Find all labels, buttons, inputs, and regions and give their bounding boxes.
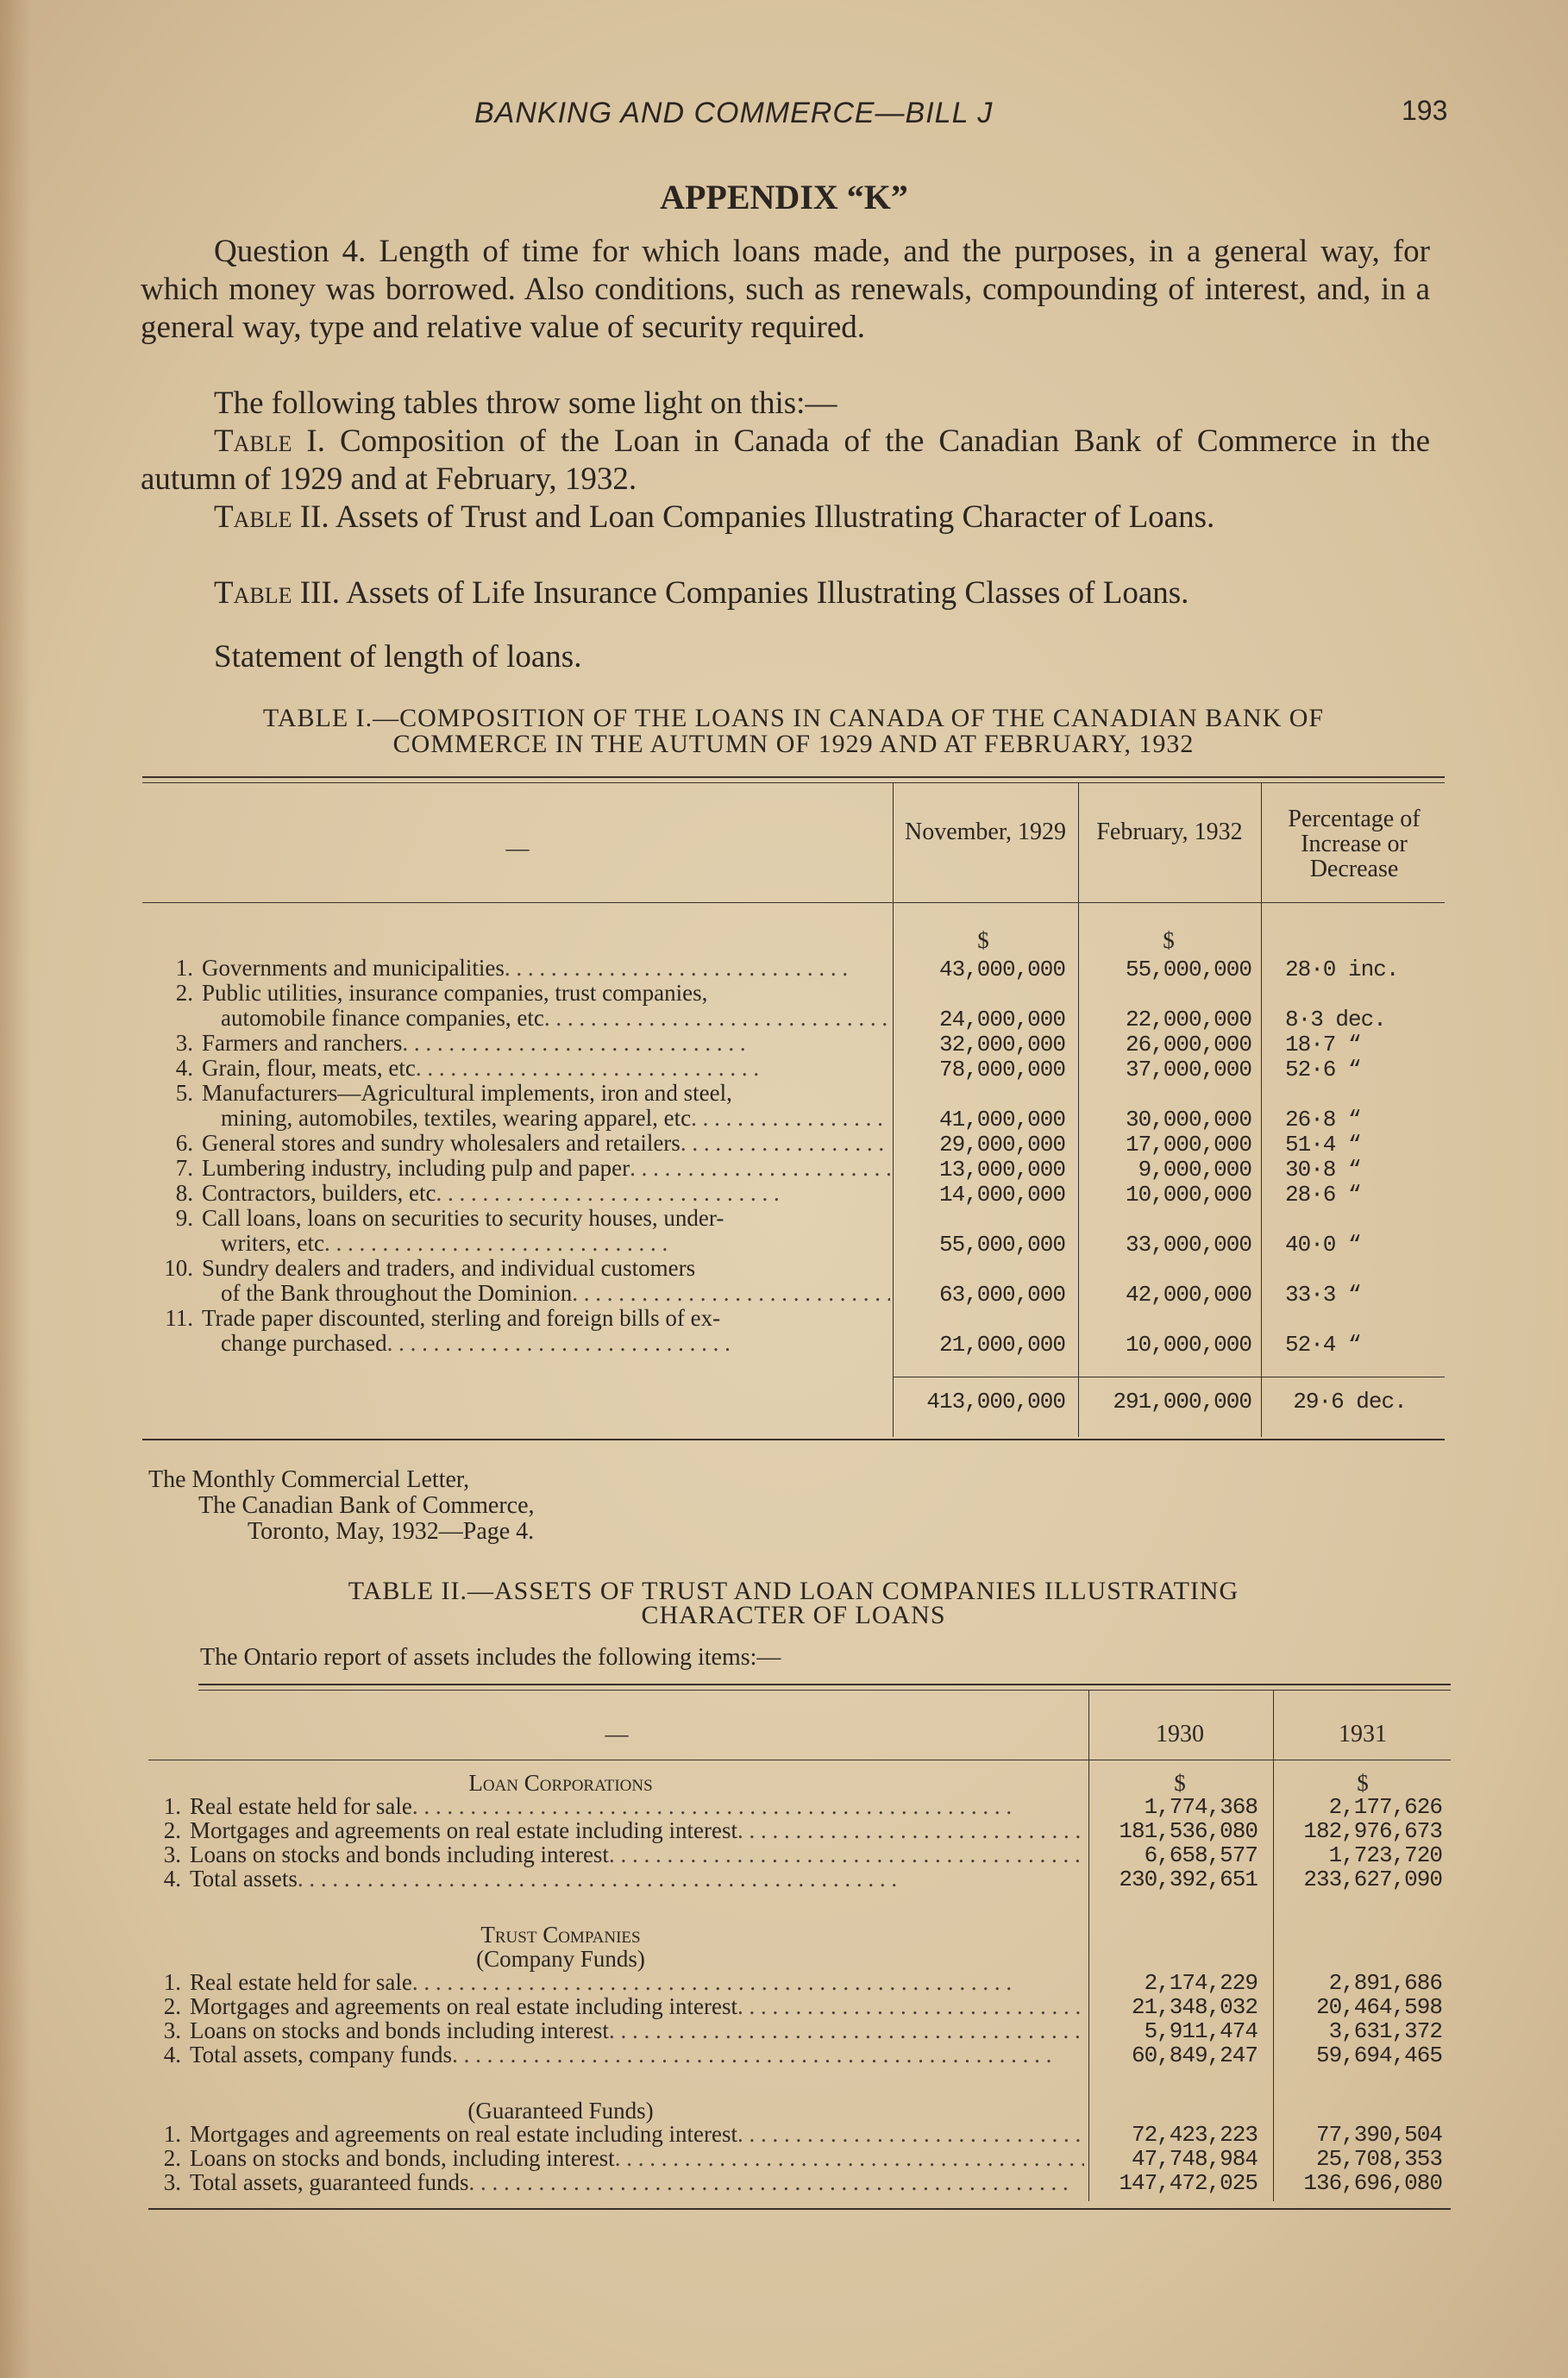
table1-pct-value: 18·7 “	[1285, 1032, 1361, 1057]
table2-row-label	[148, 2122, 1084, 2147]
row-text: Grain, flour, meats, etc	[202, 1056, 416, 1081]
source-line1: The Monthly Commercial Letter,	[148, 1466, 470, 1493]
page-number: 193	[1402, 95, 1448, 126]
row-text: change purchased	[221, 1331, 387, 1356]
row-text: Real estate held for sale	[190, 1794, 412, 1819]
table1-row-label	[221, 1331, 890, 1356]
row-number: 4.	[163, 2042, 181, 2067]
table2-1931-value: 1,723,720	[1328, 1842, 1442, 1868]
table2-row-label	[148, 1970, 1084, 1995]
table2-section-subheading: (Guaranteed Funds)	[467, 2098, 654, 2124]
dot-leader	[469, 2170, 1073, 2195]
table1-pct-value: 33·3 “	[1285, 1282, 1361, 1308]
row-number: 9.	[175, 1206, 193, 1231]
row-text: Trade paper discounted, sterling and foreign bills of ex-	[202, 1306, 721, 1331]
table2-col-divider-1	[1088, 1691, 1089, 2201]
item-label: Table II.	[214, 499, 329, 535]
table1-pct-value: 8·3 dec.	[1285, 1007, 1386, 1032]
page-edge-shadow	[0, 0, 31, 2378]
table2-1930-value: 147,472,025	[1119, 2170, 1258, 2196]
row-number: 1.	[175, 956, 193, 981]
table2-col1-header: 1930	[1156, 1721, 1204, 1747]
table1-header-rule	[142, 902, 1445, 903]
row-text: Public utilities, insurance companies, trust companies,	[202, 981, 708, 1006]
table1-feb-value: 10,000,000	[1125, 1332, 1251, 1358]
row-number: 3.	[163, 2018, 181, 2043]
table1-feb-value: 17,000,000	[1125, 1132, 1251, 1158]
table2-col2-header: 1931	[1339, 1721, 1387, 1747]
row-number: 5.	[175, 1081, 193, 1106]
row-text: automobile finance companies, etc	[221, 1006, 544, 1031]
table1-pct-value: 30·8 “	[1285, 1157, 1361, 1183]
table1-total-feb: 291,000,000	[1113, 1389, 1251, 1415]
row-text: Loans on stocks and bonds, including interest	[190, 2146, 615, 2171]
dot-leader	[630, 1156, 890, 1181]
row-text: Total assets, guaranteed funds	[190, 2170, 469, 2195]
table1-bottom-rule	[142, 1439, 1445, 1440]
table2-1930-value: 6,658,577	[1144, 1842, 1258, 1868]
row-text: Sundry dealers and traders, and individual customers	[202, 1256, 696, 1281]
row-text: Governments and municipalities	[202, 956, 505, 981]
table1-row-label	[148, 1206, 890, 1231]
row-number: 3.	[163, 2170, 181, 2195]
appendix-title: APPENDIX “K”	[660, 178, 908, 216]
table2-col-divider-2	[1273, 1691, 1274, 2201]
table2-1930-value: 1,774,368	[1144, 1794, 1258, 1820]
table1-row-label	[221, 1006, 890, 1031]
row-text: of the Bank throughout the Dominion	[221, 1281, 573, 1306]
row-text: Real estate held for sale	[190, 1970, 412, 1995]
table2-1930-value: 181,536,080	[1119, 1818, 1258, 1844]
table1-pct-value: 51·4 “	[1285, 1132, 1361, 1158]
table1-row-label	[148, 1056, 890, 1081]
table1-col1-header: November, 1929	[904, 819, 1067, 845]
dot-leader	[737, 2122, 1084, 2147]
table1-nov-value: 13,000,000	[938, 1157, 1065, 1183]
dot-leader	[609, 1842, 1084, 1867]
row-text: Mortgages and agreements on real estate including interest	[190, 2122, 738, 2147]
table2-row-label	[148, 1867, 1084, 1892]
item-text: Assets of Life Insurance Companies Illustrating Classes of Loans.	[346, 575, 1189, 611]
table2-row-label	[148, 1794, 1084, 1819]
table1-row-label	[148, 1031, 890, 1056]
row-number: 8.	[175, 1181, 193, 1206]
table-list-item-2	[141, 499, 1430, 536]
row-text: Lumbering industry, including pulp and paper	[202, 1156, 630, 1181]
table2-currency-1931: $	[1357, 1770, 1369, 1796]
table1-nov-value: 43,000,000	[938, 957, 1065, 982]
table1-total-nov: 413,000,000	[926, 1389, 1065, 1415]
row-text: Total assets, company funds	[190, 2042, 453, 2067]
dot-leader	[452, 2042, 1056, 2067]
dot-leader	[505, 956, 850, 981]
table1-feb-value: 30,000,000	[1125, 1107, 1251, 1133]
table2-1930-value: 60,849,247	[1131, 2042, 1258, 2068]
row-text: Manufacturers—Agricultural implements, iron and steel,	[202, 1081, 732, 1106]
table2-1931-value: 233,627,090	[1303, 1867, 1442, 1892]
table1-top-rule	[142, 776, 1445, 778]
table1-feb-value: 42,000,000	[1125, 1282, 1251, 1308]
table1-row-label	[148, 1256, 890, 1281]
row-number: 7.	[175, 1156, 193, 1181]
table2-1931-value: 2,891,686	[1328, 1970, 1442, 1996]
row-number: 3.	[175, 1031, 193, 1056]
table1-row-label	[221, 1281, 890, 1306]
table1-nov-value: 32,000,000	[938, 1032, 1065, 1057]
dot-leader	[681, 1131, 890, 1156]
table2-1931-value: 77,390,504	[1315, 2122, 1442, 2148]
table2-top-rule-thin	[198, 1690, 1451, 1691]
table1-nov-value: 55,000,000	[938, 1232, 1065, 1258]
row-text: Total assets	[190, 1867, 298, 1892]
table2-1930-value: 47,748,984	[1131, 2146, 1258, 2172]
table2-1930-value: 72,423,223	[1131, 2122, 1258, 2148]
dot-leader	[324, 1231, 669, 1256]
table2-1931-value: 136,696,080	[1303, 2170, 1442, 2196]
table1-nov-value: 29,000,000	[938, 1132, 1065, 1158]
table2-section-subheading: (Company Funds)	[476, 1946, 645, 1972]
table2-1930-value: 2,174,229	[1144, 1970, 1258, 1996]
table1-row-label	[148, 1131, 890, 1156]
dot-leader	[402, 1031, 747, 1056]
lead-paragraph: The following tables throw some light on this:—	[214, 386, 837, 421]
table2-col0-header: —	[605, 1721, 629, 1747]
table1-top-rule-thin	[142, 782, 1445, 783]
item-label: Table I.	[214, 424, 325, 459]
dot-leader	[737, 1818, 1084, 1843]
row-text: mining, automobiles, textiles, wearing apparel, etc	[221, 1106, 692, 1131]
table1-row-label	[148, 956, 890, 981]
row-number: 1.	[163, 1794, 181, 1819]
dot-leader	[298, 1867, 901, 1892]
table1-col3-header: Percentage of Increase or Decrease	[1288, 806, 1421, 882]
table2-1931-value: 59,694,465	[1315, 2042, 1442, 2068]
table1-title-line2: COMMERCE IN THE AUTUMN OF 1929 AND AT FEBRUARY, 1932	[392, 730, 1195, 758]
table2-row-label	[148, 1818, 1084, 1843]
table2-top-rule	[198, 1684, 1451, 1685]
table2-row-label	[148, 2042, 1084, 2067]
row-number: 2.	[163, 1818, 181, 1843]
table1-currency-nov: $	[977, 927, 989, 953]
row-text: Mortgages and agreements on real estate including interest	[190, 1994, 738, 2019]
table2-1931-value: 182,976,673	[1303, 1818, 1442, 1844]
row-number: 1.	[163, 2122, 181, 2147]
source-line3: Toronto, May, 1932—Page 4.	[248, 1518, 535, 1545]
table1-pct-value: 52·4 “	[1285, 1332, 1361, 1358]
dot-leader	[436, 1181, 781, 1206]
table1-pct-value: 28·0 inc.	[1285, 957, 1399, 982]
row-text: Mortgages and agreements on real estate including interest	[190, 1818, 738, 1843]
table1-col0-header: —	[505, 835, 530, 861]
table1-nov-value: 21,000,000	[938, 1332, 1065, 1358]
table1-col-divider-2	[1078, 783, 1079, 1437]
table1-feb-value: 9,000,000	[1138, 1157, 1251, 1183]
table1-row-label	[221, 1231, 890, 1256]
row-number: 2.	[163, 2146, 181, 2171]
row-text: writers, etc	[221, 1231, 324, 1256]
table1-pct-value: 26·8 “	[1285, 1107, 1361, 1133]
row-text: Farmers and ranchers	[202, 1031, 403, 1056]
table1-nov-value: 63,000,000	[938, 1282, 1065, 1308]
table2-1931-value: 3,631,372	[1328, 2018, 1442, 2044]
table2-row-label	[148, 2170, 1084, 2195]
dot-leader	[691, 1106, 890, 1131]
table1-feb-value: 22,000,000	[1125, 1007, 1251, 1032]
table2-title-line2: CHARACTER OF LOANS	[641, 1601, 946, 1629]
table1-currency-feb: $	[1163, 927, 1175, 953]
table1-pct-value: 28·6 “	[1285, 1182, 1361, 1208]
table1-feb-value: 10,000,000	[1125, 1182, 1251, 1208]
row-text: Call loans, loans on securities to security houses, under-	[202, 1206, 724, 1231]
table2-1931-value: 25,708,353	[1315, 2146, 1442, 2172]
row-text: Loans on stocks and bonds including interest	[190, 1842, 609, 1867]
dot-leader	[737, 1994, 1084, 2019]
table2-section-heading: Trust Companies	[480, 1922, 641, 1948]
table1-pct-value: 40·0 “	[1285, 1232, 1361, 1258]
table2-row-label	[148, 1994, 1084, 2019]
table1-col-divider-3	[1261, 783, 1262, 1437]
table2-title-line1: TABLE II.—ASSETS OF TRUST AND LOAN COMPANIES ILLUSTRATING	[348, 1577, 1239, 1605]
running-head: BANKING AND COMMERCE—BILL J	[474, 97, 994, 129]
dot-leader	[412, 1970, 1016, 1995]
table2-1930-value: 21,348,032	[1131, 1994, 1258, 2020]
table1-row-label	[221, 1106, 890, 1131]
source-line2: The Canadian Bank of Commerce,	[198, 1492, 535, 1519]
item-text: Composition of the Loan in Canada of the Canadian Bank of Commerce in the autumn of 1929 and at February, 1932.	[141, 424, 1431, 497]
table-list-item-3	[141, 574, 1430, 612]
table2-row-label	[148, 1842, 1084, 1867]
row-number: 2.	[175, 981, 193, 1006]
dot-leader	[615, 2146, 1084, 2171]
item-label: Table III.	[214, 575, 340, 611]
row-number: 4.	[163, 1867, 181, 1892]
dot-leader	[572, 1281, 890, 1306]
row-text: General stores and sundry wholesalers and retailers	[202, 1131, 681, 1156]
dot-leader	[544, 1006, 889, 1031]
question-paragraph: Question 4. Length of time for which loans made, and the purposes, in a general way, for which money was borrowed. Also conditions, such as renewals, compounding of interest, and, in a general way, type and relative value of security required.	[141, 234, 1430, 345]
table2-1931-value: 2,177,626	[1328, 1794, 1442, 1820]
item-text: Assets of Trust and Loan Companies Illustrating Character of Loans.	[335, 499, 1215, 535]
table1-col-divider-1	[893, 783, 894, 1437]
table1-feb-value: 55,000,000	[1125, 957, 1251, 982]
table2-1931-value: 20,464,598	[1315, 1994, 1442, 2020]
table1-row-label	[148, 1081, 890, 1106]
table1-feb-value: 26,000,000	[1125, 1032, 1251, 1057]
table2-intro: The Ontario report of assets includes the following items:—	[200, 1644, 781, 1671]
table2-row-label	[148, 2146, 1084, 2171]
table2-1930-value: 230,392,651	[1119, 1867, 1258, 1892]
row-number: 1.	[163, 1970, 181, 1995]
table2-row-label	[148, 2018, 1084, 2043]
row-number: 6.	[175, 1131, 193, 1156]
table1-nov-value: 14,000,000	[938, 1182, 1065, 1208]
dot-leader	[609, 2018, 1084, 2043]
table1-title-line1: TABLE I.—COMPOSITION OF THE LOANS IN CANADA OF THE CANADIAN BANK OF	[262, 704, 1325, 732]
table1-total-pct: 29·6 dec.	[1293, 1389, 1407, 1415]
dot-leader	[412, 1794, 1016, 1819]
table1-row-label	[148, 1181, 890, 1206]
dot-leader	[416, 1056, 761, 1081]
table-list-item-1	[141, 423, 1430, 499]
table2-currency-1930: $	[1174, 1770, 1186, 1796]
table1-nov-value: 78,000,000	[938, 1057, 1065, 1082]
table1-row-label	[148, 981, 890, 1006]
table1-pct-value: 52·6 “	[1285, 1057, 1361, 1082]
row-text: Contractors, builders, etc	[202, 1181, 436, 1206]
table1-row-label	[148, 1156, 890, 1181]
table2-bottom-rule	[148, 2208, 1451, 2210]
table1-nov-value: 24,000,000	[938, 1007, 1065, 1032]
row-text: Loans on stocks and bonds including interest	[190, 2018, 609, 2043]
table2-section-heading: Loan Corporations	[468, 1770, 653, 1796]
statement-paragraph: Statement of length of loans.	[214, 639, 582, 674]
row-number: 3.	[163, 1842, 181, 1867]
table1-row-label	[148, 1306, 890, 1331]
row-number: 11.	[165, 1306, 193, 1331]
table1-nov-value: 41,000,000	[938, 1107, 1065, 1133]
dot-leader	[387, 1331, 732, 1356]
table2-1930-value: 5,911,474	[1144, 2018, 1258, 2044]
row-number: 2.	[163, 1994, 181, 2019]
row-number: 10.	[164, 1256, 193, 1281]
table1-feb-value: 37,000,000	[1125, 1057, 1251, 1082]
table1-col2-header: February, 1932	[1096, 819, 1243, 845]
table1-feb-value: 33,000,000	[1125, 1232, 1251, 1258]
row-number: 4.	[175, 1056, 193, 1081]
